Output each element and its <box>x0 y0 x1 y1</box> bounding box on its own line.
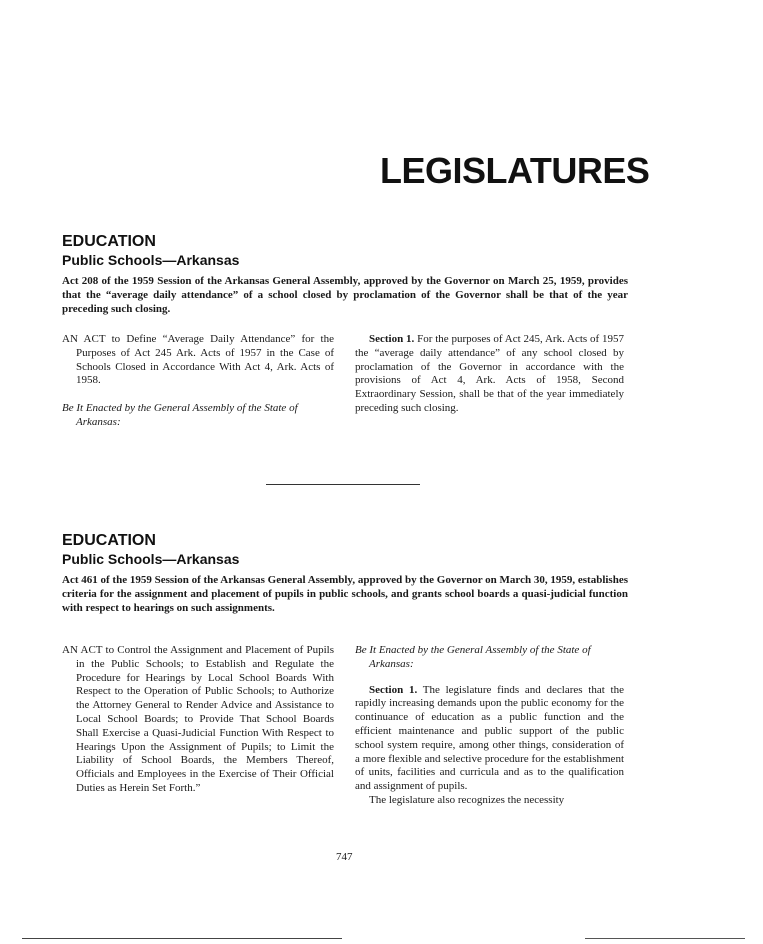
left-column-act-461 <box>62 644 334 796</box>
right-column-act-461 <box>355 644 624 808</box>
scan-edge-line <box>585 938 745 939</box>
section-subheading: Public Schools—Arkansas <box>62 252 240 268</box>
section-heading: EDUCATION <box>62 532 156 549</box>
act-title: AN ACT to Define “Average Daily Attendance” for the Purposes of Act 245 Ark. Acts of 1957 in the Case of Schools Closed in Accordance With Act 4, Ark. Acts of 1958. <box>62 333 334 387</box>
section-text: For the purposes of Act 245, Ark. Acts of 1957 the “average daily attendance” of any school closed by proclamation of the Governor in accordance with the provisions of Act 4, Ark. Acts of 1958, Second Extraordinary Session, shall be that of the year immediately preceding such closing. <box>355 333 624 414</box>
page-number: 747 <box>336 851 353 863</box>
enacting-clause: Be It Enacted by the General Assembly of the State of Arkansas: <box>355 644 591 670</box>
section-summary: Act 208 of the 1959 Session of the Arkansas General Assembly, approved by the Governor on March 25, 1959, provides that the “average daily attendance” of a school closed by proclamation of the Governor shall be that of the year preceding such closing. <box>62 275 628 315</box>
section-text: The legislature finds and declares that the rapidly increasing demands upon the public economy for the continuance of education as a public function and the efficient maintenance and public support of the public school system require, among other things, consideration of a more flexible and selective procedure for the establishment of units, facilities and curricula and as to the qualification and assignment of pupils. <box>355 683 624 793</box>
act-title: AN ACT to Control the Assignment and Placement of Pupils in the Public Schools; to Establish and Regulate the Procedure for Hearings by Local School Boards With Respect to the Operation of Public Schools; to Authorize the Attorney General to Render Advice and Assistance to Local School Boards; to Provide That School Boards Shall Exercise a Quasi-Judicial Function With Respect to Hearings Upon the Assignment of Pupils; to Limit the Liability of School Boards, the Members Thereof, Officials and Employees in the Exercise of Their Official Duties as Herein Set Forth.” <box>62 644 334 794</box>
section-label: Section 1. <box>369 333 415 345</box>
section-label: Section 1. <box>369 683 418 696</box>
section-paragraph <box>355 684 624 794</box>
section-header-act-208 <box>62 233 628 316</box>
section-paragraph <box>355 333 624 416</box>
scan-edge-line <box>22 938 342 939</box>
right-column-act-208 <box>355 333 624 416</box>
section-header-act-461 <box>62 532 628 615</box>
section-subheading: Public Schools—Arkansas <box>62 551 240 567</box>
left-column-act-208 <box>62 333 334 430</box>
section-summary: Act 461 of the 1959 Session of the Arkansas General Assembly, approved by the Governor on March 30, 1959, establishes criteria for the assignment and placement of pupils in public schools, and grants school boards a quasi-judicial function with respect to hearings on such assignments. <box>62 574 628 614</box>
enacting-clause: Be It Enacted by the General Assembly of the State of Arkansas: <box>62 402 298 428</box>
section-divider <box>266 484 420 485</box>
page-title: LEGISLATURES <box>380 150 650 191</box>
continuation-paragraph: The legislature also recognizes the necessity <box>369 793 565 806</box>
section-heading: EDUCATION <box>62 233 156 250</box>
